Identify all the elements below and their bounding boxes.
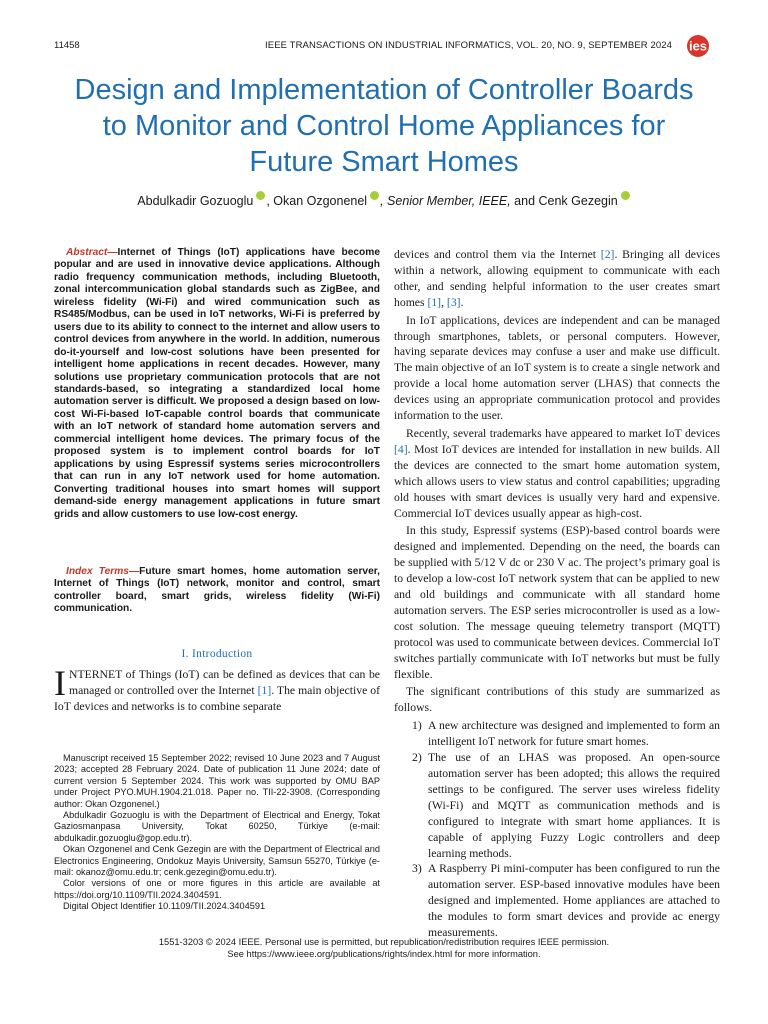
index-terms-lead: Index Terms— <box>66 566 140 577</box>
intro-paragraph <box>54 663 380 716</box>
author-name: , Okan Ozgonenel <box>266 194 368 208</box>
index-terms-text: Future smart homes, home automation server, Internet of Things (IoT) network, monitor and control, smart controller board, smart grids, wireless fidelity (Wi-Fi) communication. <box>54 566 380 615</box>
list-number: 3) <box>412 862 422 876</box>
title-line: to Monitor and Control Home Appliances for <box>102 110 666 142</box>
intro-text: . The main objective of IoT devices and networks is to combine separate <box>54 684 380 714</box>
citation-link[interactable]: [2] <box>600 248 615 261</box>
intro-text: NTERNET of Things (IoT) can be defined as devices that can be managed or controlled over the Internet <box>69 668 380 698</box>
paper-title <box>40 72 728 180</box>
body-text: , <box>441 295 447 309</box>
list-number: 1) <box>412 719 422 733</box>
body-paragraph <box>394 247 720 311</box>
author-list <box>40 191 728 208</box>
title-line: Design and Implementation of Controller Boards <box>74 74 694 106</box>
list-item <box>394 718 720 750</box>
list-text: The use of an LHAS was proposed. An open-source automation server has been adopted; this allows the required settings to be configured. The server uses wireless fidelity (Wi-Fi) and MQTT as communication methods and is configured to integrate with smart home appliances. It is capable of applying Fuzzy Logic controllers and deep learning methods. <box>428 751 720 860</box>
body-paragraph: In IoT applications, devices are independent and can be managed through smartphones, tablets, or personal computers. However, having separate devices may confuse a user and make use difficult. The main objective of an IoT system is to create a single network and provide a local home automation server (LHAS) that connects the devices using an appropriate communication protocol and provides information to the user. <box>394 313 720 423</box>
citation-link[interactable]: [4] <box>394 442 408 456</box>
orcid-icon[interactable] <box>256 191 265 200</box>
title-line: Future Smart Homes <box>249 146 519 178</box>
svg-text:ies: ies <box>688 38 708 54</box>
citation-link[interactable]: [1] <box>427 295 442 309</box>
index-terms <box>54 566 380 616</box>
footnote: Manuscript received 15 September 2022; revised 10 June 2023 and 7 August 2023; accepted 28 February 2024. Date of publication 11 June 2024; date of current version 5 September 2024. This work was supported by OMU BAP under Project PYO.MUH.1904.21.018. Paper no. TII-22-3908. (Corresponding author: Okan Ozgonenel.) <box>54 753 380 809</box>
list-text: A new architecture was designed and implemented to form an intelligent IoT network for future smart homes. <box>428 719 720 749</box>
citation-link[interactable]: [3] <box>446 295 461 309</box>
right-column <box>394 247 720 941</box>
rights-link[interactable]: See https://www.ieee.org/publications/rights/index.html for more information. <box>227 948 541 959</box>
author-name: and Cenk Gezegin <box>510 194 618 208</box>
body-paragraph: The significant contributions of this study are summarized as follows. <box>394 685 720 715</box>
author-name: Abdulkadir Gozuoglu <box>137 194 254 208</box>
body-text: . <box>460 295 464 309</box>
copyright-line: 1551-3203 © 2024 IEEE. Personal use is permitted, but republication/redistribution requires IEEE permission. <box>158 937 610 947</box>
body-paragraph: In this study, Espressif systems (ESP)-based control boards were designed and implemented. Depending on the need, the boards can be supplied with 5/12 V dc or 230 V ac. The project’s primary goal is to develop a low-cost IoT network system that can be applied to new and old buildings and communicate with all standard home automation servers. The ESP series microcontroller is used as a low-cost solution. The message queuing telemetry transport (MQTT) protocol was used to communicate between devices. Commercial IoT switches partially communicate with IoT networks but must be fully flexible. <box>394 524 720 681</box>
abstract-text: Internet of Things (IoT) applications have become popular and are used in innovative device applications. Although radio frequency communication methods, including Bluetooth, zonal intercommunication global standards such as ZigBee, and wireless fidelity (Wi-Fi) and wired communication such as RS485/Modbus, can be used in IoT networks, Wi-Fi is preferred by users due to its ability to connect to the internet and allow users to control devices from anywhere in the world. In addition, numerous do-it-yourself and low-cost solutions have been presented for intelligent home applications in recent decades. However, many solutions use proprietary communication protocols that are not standards-based, so integrating a standardized local home automation server is difficult. We proposed a design based on low-cost Wi-Fi-based IoT-capable control boards that communicate with an IoT network of standard home automation servers and commercial intelligent home devices. The primary focus of the proposed system is to implement control boards for IoT applications by using Espressif systems series microcontrollers that can run in any IoT network used for home automation. Converting traditional houses into smart homes will support demand-side energy management applications in future smart grids and allow customers to use low-cost energy. <box>54 247 380 520</box>
citation-link[interactable]: [1] <box>257 684 272 698</box>
orcid-icon[interactable] <box>370 191 379 200</box>
abstract-lead: Abstract— <box>66 247 118 258</box>
footnote: Color versions of one or more figures in this article are available at https://doi.org/10.1109/TII.2024.3404591. <box>54 878 380 900</box>
body-text: . Most IoT devices are intended for installation in new builds. All the devices are connected to the smart home automation system, which allows users to view status and control capabilities; upgrading old houses with smart devices is usually very hard and expensive. Commercial IoT devices usually appear as high-cost. <box>394 442 720 520</box>
body-text: devices and control them via the Internet <box>394 248 601 261</box>
page-number: 11458 <box>54 40 80 51</box>
footnote: Digital Object Identifier 10.1109/TII.2024.3404591 <box>63 901 266 912</box>
journal-header: IEEE TRANSACTIONS ON INDUSTRIAL INFORMATICS, VOL. 20, NO. 9, SEPTEMBER 2024 <box>265 40 672 51</box>
orcid-icon[interactable] <box>621 191 630 200</box>
footnote: Okan Ozgonenel and Cenk Gezegin are with the Department of Electrical and Electronics Engineering, Ondokuz Mayis University, Samsun 55270, Türkiye (e-mail: okanoz@omu.edu.tr; cenk.gezegin@omu.edu.tr). <box>54 844 380 878</box>
body-text: . Bringing all devices within a network, allowing equipment to communicate with each other, and sending helpful information to the user creates smart homes <box>394 248 720 309</box>
contributions-list <box>394 718 720 941</box>
list-item <box>394 750 720 861</box>
body-paragraph <box>394 426 720 521</box>
abstract <box>54 247 380 521</box>
copyright-notice <box>40 937 728 960</box>
footnote: Abdulkadir Gozuoglu is with the Department of Electrical and Energy, Tokat Gaziosmanpasa University, Tokat 60250, Türkiye (e-mail: abdulkadir.gozuoglu@gop.edu.tr). <box>54 810 380 843</box>
ies-logo <box>680 34 716 58</box>
list-number: 2) <box>412 751 422 765</box>
footnotes <box>54 753 380 913</box>
author-role: , Senior Member, IEEE, <box>380 194 511 208</box>
drop-cap: I <box>54 663 66 703</box>
list-text: A Raspberry Pi mini-computer has been configured to run the automation server. ESP-based innovative modules have been designed and implemented. Home appliances are attached to the modules to form smart devices and provide ac energy measurements. <box>428 862 720 940</box>
list-item <box>394 861 720 941</box>
body-text: Recently, several trademarks have appeared to market IoT devices <box>406 426 720 440</box>
section-heading: I. Introduction <box>181 648 253 660</box>
